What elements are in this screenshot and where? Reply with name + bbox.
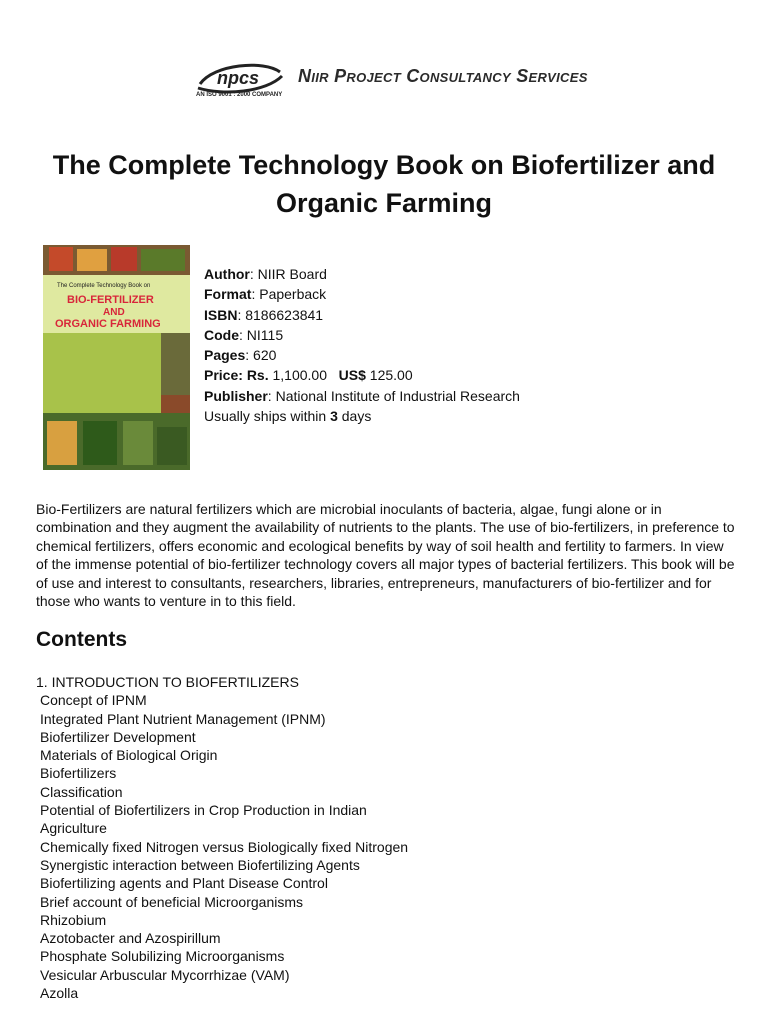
ships-suffix: days (341, 408, 372, 425)
contents-item: Concept of IPNM (40, 692, 147, 709)
contents-item: Chemically fixed Nitrogen versus Biologically fixed Nitrogen (40, 838, 409, 855)
meta-pages: Pages: 620 (204, 347, 277, 364)
contents-item: Azolla (40, 985, 79, 1002)
publisher-value: National Institute of Industrial Research (275, 387, 520, 404)
book-title: The Complete Technology Book on Biofertilizer and Organic Farming (52, 150, 716, 218)
usd-label: US$ (338, 367, 366, 384)
contents-item: Rhizobium (40, 911, 107, 928)
contents-item: Biofertilizers (40, 765, 117, 782)
isbn-label: ISBN (204, 306, 238, 323)
cover-title-line1: BIO-FERTILIZER (67, 294, 154, 306)
code-value: NI115 (246, 326, 284, 343)
format-label: Format (204, 286, 252, 303)
price-usd-value: 125.00 (369, 367, 413, 384)
pages-value: 620 (253, 347, 277, 364)
meta-code: Code: NI115 (204, 326, 284, 343)
company-name: Niir Project Consultancy Services (298, 66, 588, 86)
author-value: NIIR Board (257, 266, 327, 282)
book-cover-image (43, 245, 190, 470)
contents-item: Materials of Biological Origin (40, 747, 218, 764)
contents-item: Azotobacter and Azospirillum (40, 930, 221, 947)
format-value: Paperback (259, 286, 327, 303)
code-label: Code (204, 326, 239, 343)
ships-prefix: Usually ships within (204, 408, 327, 425)
meta-publisher: Publisher: National Institute of Industrial Research (204, 387, 520, 404)
cover-small-title: The Complete Technology Book on (57, 283, 151, 289)
contents-item: Vesicular Arbuscular Mycorrhizae (VAM) (40, 966, 290, 983)
contents-item: Brief account of beneficial Microorganisms (40, 893, 304, 910)
book-meta (204, 264, 520, 426)
meta-format: Format: Paperback (204, 286, 327, 303)
price-rs-value: 1,100.00 (272, 367, 327, 384)
contents-heading: Contents (36, 628, 127, 651)
iso-tagline: AN ISO 9001 : 2000 COMPANY (196, 92, 283, 98)
cover-title-line2: AND (103, 307, 125, 318)
book-description: Bio-Fertilizers are natural fertilizers which are microbial inoculants of bacteria, algae, fungi alone or in combination and they augment the availability of nutrients to the plants. The use of bio-fertilizers, in preference to chemical fertilizers, offers economic and ecological benefits by way of soil health and fertility to farmers. In view of the immense potential of bio-fertilizer technology covers all major types of bacterial fertilizers. This book will be of use and interest to consultants, researchers, libraries, entrepreneurs, manufacturers of bio-fertilizer and for those who wants to venture in to this field. (36, 501, 735, 610)
contents-list (36, 673, 408, 1002)
contents-item: Synergistic interaction between Biofertilizing Agents (40, 856, 360, 873)
contents-item: Integrated Plant Nutrient Management (IPNM) (40, 710, 326, 727)
npcs-logo (194, 62, 598, 104)
pages-label: Pages (204, 347, 246, 364)
contents-item: Classification (40, 783, 123, 800)
rs-label: Rs. (246, 367, 269, 384)
cover-illustration (43, 245, 190, 470)
contents-item: Biofertilizing agents and Plant Disease Control (40, 875, 328, 892)
contents-chapter: 1. INTRODUCTION TO BIOFERTILIZERS (36, 674, 299, 690)
publisher-label: Publisher (204, 387, 268, 404)
isbn-value: 8186623841 (245, 306, 324, 323)
meta-shipping (204, 406, 520, 426)
contents-item: Potential of Biofertilizers in Crop Production in Indian (40, 802, 367, 819)
meta-price (204, 365, 520, 385)
ships-days: 3 (330, 408, 338, 425)
logo-text: npcs (216, 67, 259, 88)
contents-item: Phosphate Solubilizing Microorganisms (40, 948, 285, 965)
cover-title-line3: ORGANIC FARMING (55, 318, 161, 330)
contents-item: Agriculture (40, 820, 107, 837)
contents-item: Biofertilizer Development (40, 728, 196, 745)
meta-isbn: ISBN: 8186623841 (204, 306, 324, 323)
price-label: Price: (204, 367, 243, 384)
meta-author: Author: NIIR Board (204, 266, 327, 282)
author-label: Author (204, 266, 250, 282)
